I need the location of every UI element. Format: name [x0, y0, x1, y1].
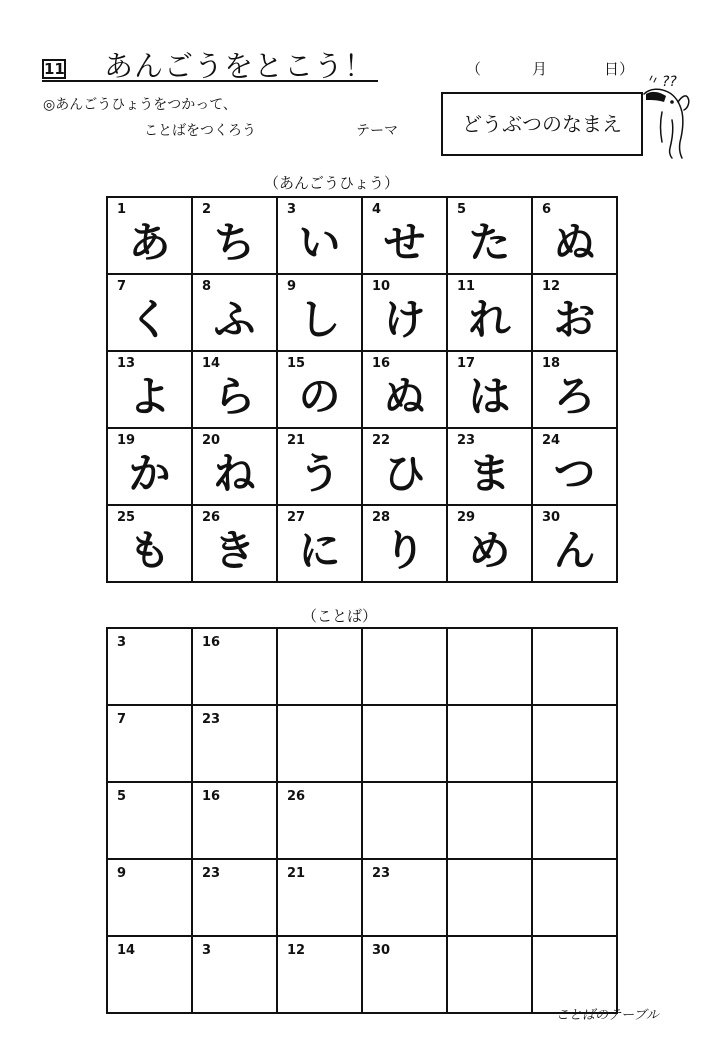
- code-character: ち: [213, 218, 256, 267]
- code-cell: [362, 197, 447, 274]
- date-month-label: 月: [532, 60, 548, 78]
- code-reference: 26: [287, 789, 306, 804]
- code-reference: 9: [117, 866, 127, 881]
- code-cell: [447, 351, 532, 428]
- code-character: れ: [468, 295, 511, 344]
- code-number: 16: [372, 356, 391, 371]
- dog-icon: [642, 72, 704, 166]
- code-reference: 3: [202, 943, 212, 958]
- code-cell: [107, 505, 192, 582]
- code-number: 20: [202, 433, 221, 448]
- code-cell: [107, 197, 192, 274]
- code-character: く: [128, 295, 171, 344]
- word-row: [107, 705, 617, 782]
- code-character: り: [383, 526, 426, 575]
- code-number: 5: [457, 202, 467, 217]
- code-cell: [532, 505, 617, 582]
- code-cell: [362, 505, 447, 582]
- word-cell[interactable]: [107, 936, 192, 1013]
- word-row: [107, 628, 617, 705]
- code-cell: [447, 197, 532, 274]
- code-number: 3: [287, 202, 297, 217]
- word-cell[interactable]: [107, 628, 192, 705]
- code-number: 21: [287, 433, 306, 448]
- code-reference: 12: [287, 943, 306, 958]
- word-cell[interactable]: [362, 859, 447, 936]
- code-number: 11: [457, 279, 476, 294]
- code-character: う: [298, 449, 341, 498]
- code-reference: 5: [117, 789, 127, 804]
- code-character: も: [128, 526, 171, 575]
- code-character: し: [298, 295, 341, 344]
- code-reference: 23: [372, 866, 391, 881]
- code-character: ん: [553, 526, 596, 575]
- code-number: 7: [117, 279, 127, 294]
- code-cell: [447, 428, 532, 505]
- code-number: 12: [542, 279, 561, 294]
- code-number: 28: [372, 510, 391, 525]
- code-cell: [362, 274, 447, 351]
- word-cell[interactable]: [447, 936, 532, 1013]
- word-cell[interactable]: [532, 936, 617, 1013]
- code-character: に: [298, 526, 341, 575]
- code-cell: [192, 197, 277, 274]
- word-cell[interactable]: [362, 782, 447, 859]
- code-character: ふ: [213, 295, 256, 344]
- code-number: 10: [372, 279, 391, 294]
- code-number: 19: [117, 433, 136, 448]
- instruction-line-1: ◎あんごうひょうをつかって、: [43, 97, 237, 113]
- code-reference: 30: [372, 943, 391, 958]
- code-cell: [107, 351, 192, 428]
- theme-box: どうぶつのなまえ: [441, 92, 643, 156]
- code-reference: 7: [117, 712, 127, 727]
- word-row: [107, 859, 617, 936]
- word-cell[interactable]: [362, 705, 447, 782]
- code-reference: 3: [117, 635, 127, 650]
- word-cell[interactable]: [192, 628, 277, 705]
- code-character: ま: [468, 449, 511, 498]
- code-cell: [447, 274, 532, 351]
- code-reference: 16: [202, 789, 221, 804]
- code-cell: [192, 351, 277, 428]
- footer-caption: ことばのテーブル: [556, 1008, 659, 1023]
- exercise-number: 11: [44, 60, 65, 78]
- code-number: 4: [372, 202, 382, 217]
- code-number: 14: [202, 356, 221, 371]
- code-character: せ: [383, 218, 426, 267]
- instruction-line-2: ことばをつくろう: [144, 123, 256, 139]
- date-day-label: 日）: [604, 60, 635, 78]
- code-cell: [107, 428, 192, 505]
- code-character: は: [468, 372, 511, 421]
- word-cell[interactable]: [532, 859, 617, 936]
- code-character: き: [213, 526, 256, 575]
- code-character: か: [128, 449, 171, 498]
- code-number: 2: [202, 202, 212, 217]
- code-character: の: [298, 372, 341, 421]
- word-cell[interactable]: [277, 782, 362, 859]
- word-cell[interactable]: [532, 705, 617, 782]
- code-reference: 21: [287, 866, 306, 881]
- code-number: 18: [542, 356, 561, 371]
- code-number: 8: [202, 279, 212, 294]
- word-cell[interactable]: [192, 936, 277, 1013]
- word-cell[interactable]: [107, 859, 192, 936]
- word-cell[interactable]: [447, 782, 532, 859]
- code-cell: [192, 505, 277, 582]
- code-cell: [362, 351, 447, 428]
- word-row: [107, 782, 617, 859]
- code-character: ら: [213, 372, 256, 421]
- code-cell: [532, 197, 617, 274]
- title-underline: [42, 80, 378, 82]
- code-number: 17: [457, 356, 476, 371]
- code-character: よ: [128, 372, 171, 421]
- code-table: [106, 196, 618, 583]
- code-cell: [192, 428, 277, 505]
- code-reference: 23: [202, 866, 221, 881]
- word-cell[interactable]: [277, 859, 362, 936]
- code-cell: [192, 274, 277, 351]
- word-cell[interactable]: [447, 859, 532, 936]
- word-cell[interactable]: [532, 782, 617, 859]
- code-character: い: [298, 218, 341, 267]
- code-character: つ: [553, 449, 596, 498]
- word-row: [107, 936, 617, 1013]
- theme-label: テーマ: [356, 123, 398, 139]
- code-cell: [277, 505, 362, 582]
- code-cell: [362, 428, 447, 505]
- word-cell[interactable]: [362, 936, 447, 1013]
- code-character: け: [383, 295, 426, 344]
- code-table-caption: （あんごうひょう）: [264, 174, 400, 192]
- code-character: ね: [213, 449, 256, 498]
- code-character: め: [468, 526, 511, 575]
- code-character: あ: [128, 218, 171, 267]
- code-number: 25: [117, 510, 136, 525]
- word-cell[interactable]: [192, 782, 277, 859]
- code-character: ひ: [383, 449, 426, 498]
- word-cell[interactable]: [277, 628, 362, 705]
- code-character: ぬ: [553, 218, 596, 267]
- code-cell: [532, 274, 617, 351]
- code-number: 24: [542, 433, 561, 448]
- code-cell: [277, 351, 362, 428]
- word-cell[interactable]: [107, 705, 192, 782]
- code-character: ろ: [553, 372, 596, 421]
- code-cell: [532, 351, 617, 428]
- code-number: 23: [457, 433, 476, 448]
- code-number: 27: [287, 510, 306, 525]
- code-number: 15: [287, 356, 306, 371]
- code-character: ぬ: [383, 372, 426, 421]
- page-title: あんごうをとこう！: [104, 49, 375, 83]
- word-cell[interactable]: [277, 705, 362, 782]
- word-cell[interactable]: [447, 628, 532, 705]
- code-number: 30: [542, 510, 561, 525]
- code-cell: [277, 274, 362, 351]
- code-cell: [532, 428, 617, 505]
- word-cell[interactable]: [447, 705, 532, 782]
- code-cell: [447, 505, 532, 582]
- code-row: [107, 197, 617, 274]
- code-cell: [107, 274, 192, 351]
- code-cell: [277, 197, 362, 274]
- word-cell[interactable]: [192, 859, 277, 936]
- code-character: た: [468, 218, 511, 267]
- code-row: [107, 428, 617, 505]
- code-reference: 14: [117, 943, 136, 958]
- code-character: お: [553, 295, 596, 344]
- code-number: 6: [542, 202, 552, 217]
- code-reference: 16: [202, 635, 221, 650]
- code-number: 22: [372, 433, 391, 448]
- word-cell[interactable]: [107, 782, 192, 859]
- code-row: [107, 505, 617, 582]
- code-row: [107, 274, 617, 351]
- code-reference: 23: [202, 712, 221, 727]
- code-cell: [277, 428, 362, 505]
- question-marks: ??: [662, 74, 677, 90]
- word-cell[interactable]: [192, 705, 277, 782]
- date-open-paren: （: [466, 60, 482, 78]
- code-row: [107, 351, 617, 428]
- word-cell[interactable]: [362, 628, 447, 705]
- word-cell[interactable]: [277, 936, 362, 1013]
- code-number: 13: [117, 356, 136, 371]
- word-table-caption: （ことば）: [302, 607, 378, 625]
- code-number: 9: [287, 279, 297, 294]
- word-cell[interactable]: [532, 628, 617, 705]
- code-number: 26: [202, 510, 221, 525]
- code-number: 1: [117, 202, 127, 217]
- code-number: 29: [457, 510, 476, 525]
- word-table: [106, 627, 618, 1014]
